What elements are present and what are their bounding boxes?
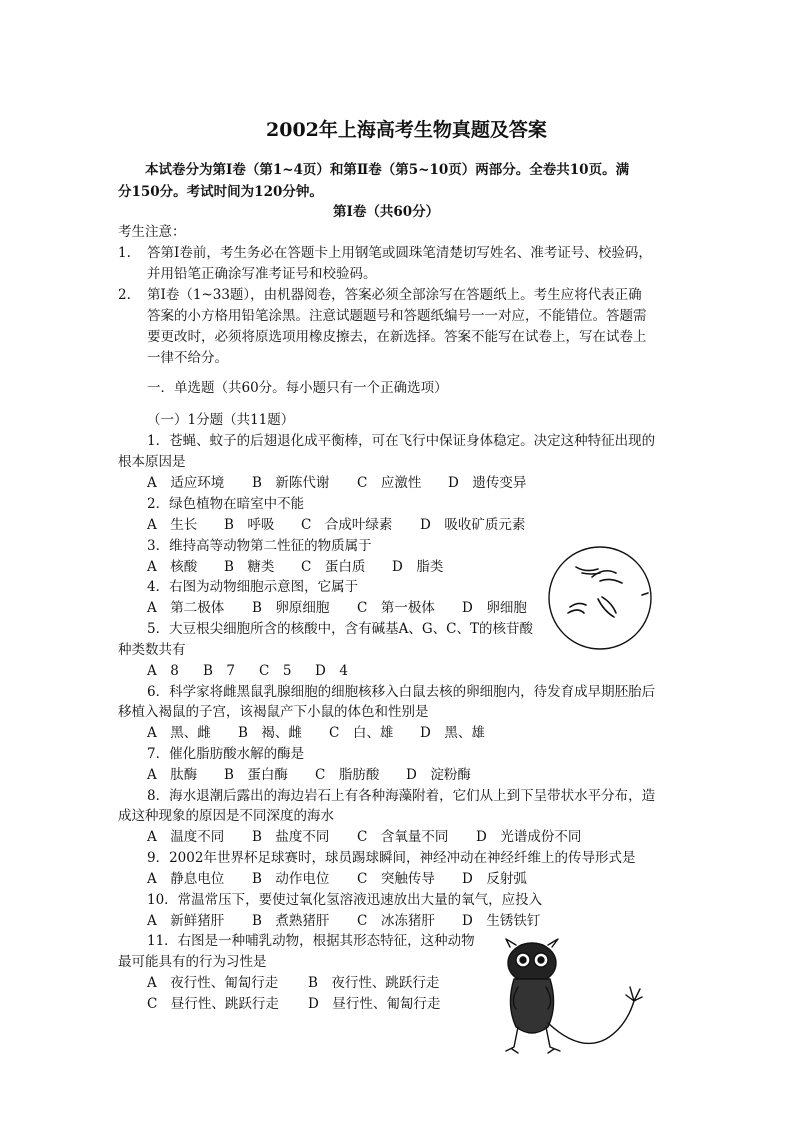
q3-option-a: A 核酸 bbox=[147, 559, 198, 575]
q10-option-a: A 新鲜猪肝 bbox=[147, 913, 225, 929]
q2-option-d: D 吸收矿质元素 bbox=[420, 517, 526, 533]
subsection-1-heading: （一）1分题（共11题） bbox=[147, 412, 295, 428]
q1-stem-line-2: 根本原因是 bbox=[118, 454, 186, 470]
q7-option-d: D 淀粉酶 bbox=[406, 767, 471, 783]
q5-stem-line-2: 种类数共有 bbox=[118, 642, 186, 658]
intro-line-1: 本试卷分为第Ⅰ卷（第1~4页）和第Ⅱ卷（第5~10页）两部分。全卷共10页。满 bbox=[145, 162, 630, 178]
q10-option-d: D 生锈铁钉 bbox=[462, 913, 541, 929]
q11-option-c: C 昼行性、跳跃行走 bbox=[147, 996, 279, 1012]
q8-stem-line-2: 成这种现象的原因是不同深度的海水 bbox=[118, 808, 334, 824]
q2-option-a: A 生长 bbox=[147, 517, 198, 533]
q2-stem: 2．绿色植物在暗室中不能 bbox=[147, 496, 305, 512]
q10-stem: 10．常温常压下，要使过氧化氢溶液迅速放出大量的氧气，应投入 bbox=[147, 892, 543, 908]
q8-option-b: B 盐度不同 bbox=[252, 829, 330, 845]
q10-option-b: B 煮熟猪肝 bbox=[252, 913, 330, 929]
q11-option-d: D 昼行性、匍匐行走 bbox=[308, 996, 441, 1012]
q6-option-c: C 白、雄 bbox=[329, 725, 394, 741]
q6-stem-line-2: 移植入褐鼠的子宫，该褐鼠产下小鼠的体色和性别是 bbox=[118, 704, 429, 720]
notice-2-line-1: 第Ⅰ卷（1~33题），由机器阅卷，答案必须全部涂写在答题纸上。考生应将代表正确 bbox=[147, 287, 642, 303]
notice-2-line-4: 一律不给分。 bbox=[147, 350, 228, 366]
q11-option-a: A 夜行性、匍匐行走 bbox=[147, 975, 279, 991]
q8-option-c: C 含氧量不同 bbox=[357, 829, 449, 845]
q8-option-a: A 温度不同 bbox=[147, 829, 225, 845]
q1-option-b: B 新陈代谢 bbox=[252, 475, 330, 491]
q11-stem-line-2: 最可能具有的行为习性是 bbox=[118, 954, 267, 970]
q1-option-c: C 应激性 bbox=[357, 475, 422, 491]
q4-option-d: D 卵细胞 bbox=[462, 600, 527, 616]
q1-option-d: D 遗传变异 bbox=[448, 475, 527, 491]
q4-stem: 4．右图为动物细胞示意图，它属于 bbox=[147, 579, 359, 595]
notice-1-num: 1. bbox=[118, 245, 131, 261]
q3-option-b: B 糖类 bbox=[224, 559, 275, 575]
notice-1-line-1: 答第Ⅰ卷前，考生务必在答题卡上用钢笔或圆珠笔清楚切写姓名、准考证号、校验码， bbox=[147, 245, 652, 261]
q8-stem-line-1: 8．海水退潮后露出的海边岩石上有各种海藻附着，它们从上到下呈带状水平分布，造 bbox=[147, 788, 656, 804]
q4-option-a: A 第二极体 bbox=[147, 600, 225, 616]
intro-line-2: 分150分。考试时间为120分钟。 bbox=[118, 184, 323, 200]
q9-option-c: C 突触传导 bbox=[357, 871, 435, 887]
q7-option-a: A 肽酶 bbox=[147, 767, 198, 783]
q4-option-b: B 卵原细胞 bbox=[252, 600, 330, 616]
q5-stem-line-1: 5．大豆根尖细胞所含的核酸中，含有碱基A、G、C、T的核苷酸 bbox=[147, 621, 533, 637]
tarsier-figure bbox=[488, 935, 648, 1065]
q5-option-d: D 4 bbox=[315, 663, 348, 679]
q2-option-c: C 合成叶绿素 bbox=[301, 517, 393, 533]
q8-option-d: D 光谱成份不同 bbox=[476, 829, 582, 845]
q9-option-d: D 反射弧 bbox=[462, 871, 527, 887]
notice-1-line-2: 并用铅笔正确涂写准考证号和校验码。 bbox=[147, 266, 377, 282]
notice-2-num: 2. bbox=[118, 287, 131, 303]
page-title: 2002年上海高考生物真题及答案 bbox=[266, 119, 547, 141]
q11-stem-line-1: 11．右图是一种哺乳动物，根据其形态特征，这种动物 bbox=[147, 933, 475, 949]
q7-option-c: C 脂肪酸 bbox=[315, 767, 380, 783]
q5-option-a: A 8 bbox=[147, 663, 179, 679]
q1-option-a: A 适应环境 bbox=[147, 475, 225, 491]
part1-heading: 第Ⅰ卷（共60分） bbox=[333, 204, 440, 220]
q2-option-b: B 呼吸 bbox=[224, 517, 275, 533]
q6-option-d: D 黑、雄 bbox=[420, 725, 485, 741]
q6-stem-line-1: 6．科学家将雌黑鼠乳腺细胞的细胞核移入白鼠去核的卵细胞内，待发育成早期胚胎后 bbox=[147, 684, 656, 700]
q3-option-d: D 脂类 bbox=[392, 559, 444, 575]
q6-option-b: B 褐、雌 bbox=[238, 725, 302, 741]
q7-option-b: B 蛋白酶 bbox=[224, 767, 288, 783]
q5-option-c: C 5 bbox=[259, 663, 292, 679]
q3-stem: 3．维持高等动物第二性征的物质属于 bbox=[147, 538, 372, 554]
q9-option-a: A 静息电位 bbox=[147, 871, 225, 887]
q11-option-b: B 夜行性、跳跃行走 bbox=[308, 975, 440, 991]
q10-option-c: C 冰冻猪肝 bbox=[357, 913, 435, 929]
section-1-heading: 一．单选题（共60分。每小题只有一个正确选项） bbox=[147, 380, 448, 396]
q3-option-c: C 蛋白质 bbox=[301, 559, 366, 575]
animal-cell-figure bbox=[546, 543, 656, 653]
q4-option-c: C 第一极体 bbox=[357, 600, 435, 616]
q9-stem: 9．2002年世界杯足球赛时，球员踢球瞬间，神经冲动在神经纤维上的传导形式是 bbox=[147, 850, 636, 866]
q7-stem: 7．催化脂肪酸水解的酶是 bbox=[147, 746, 305, 762]
q6-option-a: A 黑、雌 bbox=[147, 725, 211, 741]
notice-heading: 考生注意： bbox=[118, 224, 186, 240]
q9-option-b: B 动作电位 bbox=[252, 871, 330, 887]
q5-option-b: B 7 bbox=[203, 663, 236, 679]
notice-2-line-3: 要更改时，必须将原选项用橡皮擦去，在新选择。答案不能写在试卷上，写在试卷上 bbox=[147, 329, 647, 345]
notice-2-line-2: 答案的小方格用铅笔涂黑。注意试题题号和答题纸编号一一对应，不能错位。答题需 bbox=[147, 308, 647, 324]
q1-stem-line-1: 1．苍蝇、蚊子的后翅退化成平衡棒，可在飞行中保证身体稳定。决定这种特征出现的 bbox=[147, 433, 656, 449]
